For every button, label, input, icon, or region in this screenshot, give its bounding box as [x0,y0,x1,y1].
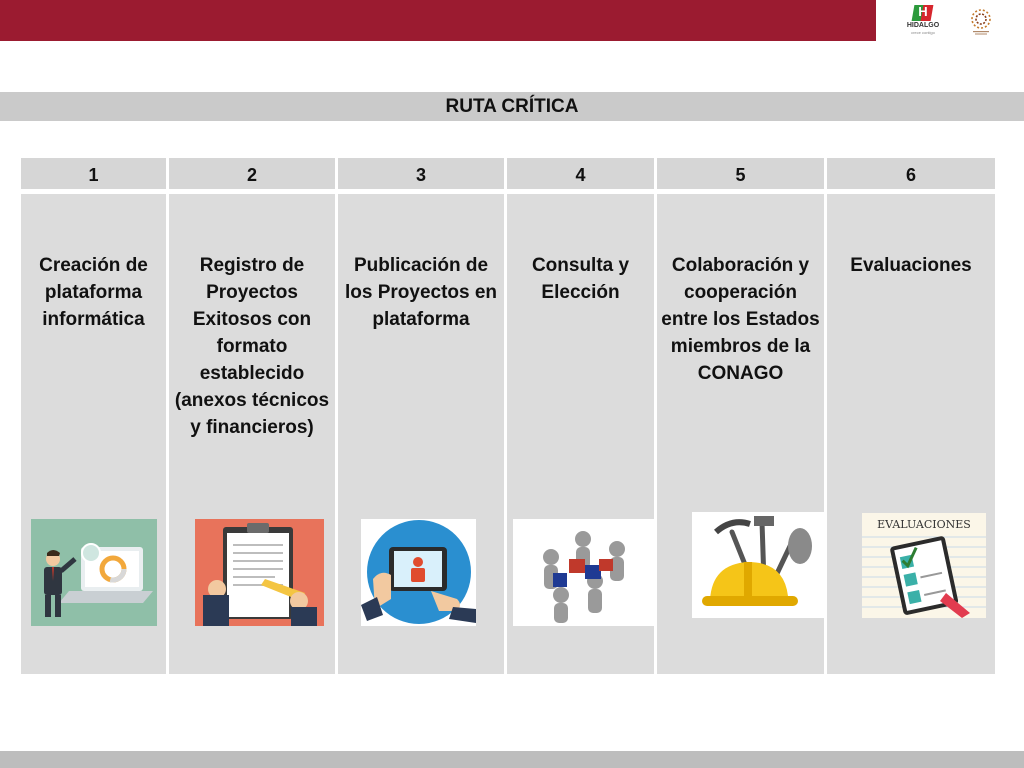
step-number-6: 6 [827,158,995,189]
page-title: RUTA CRÍTICA [0,92,1024,121]
step-text-3: Publicación de los Proyectos en plataforma [344,255,498,330]
bottom-bar [0,751,1024,768]
puzzle-team-icon [513,519,654,626]
evaluaciones-image-label: EVALUACIONES [877,518,971,531]
laptop-presentation-icon [31,519,157,626]
step-number-5: 5 [657,158,824,189]
step-text-1: Creación de plataforma informática [39,255,148,330]
step-text-2: Registro de Proyectos Exitosos con formato establecido (anexos técnicos y financieros) [174,255,330,438]
step-text-6: Evaluaciones [850,255,972,276]
step-number-2: 2 [169,158,335,189]
step-number-3: 3 [338,158,504,189]
evaluation-checklist-icon [862,513,986,618]
tablet-touch-icon [361,519,476,626]
step-text-5: Colaboración y cooperación entre los Estados miembros de la CONAGO [661,255,820,384]
hidalgo-logo-name: HIDALGO [906,22,940,29]
step-number-4: 4 [507,158,654,189]
hidalgo-logo-subtext: crece contigo [911,30,935,35]
step-text-4: Consulta y Elección [531,255,630,303]
hidalgo-logo: H HIDALGO crece contigo [906,4,940,35]
step-number-1: 1 [21,158,166,189]
logo-area [876,0,1024,41]
top-banner [0,0,876,41]
hardhat-tools-icon [692,512,824,618]
conago-logo-icon [966,6,996,36]
clipboard-form-icon [195,519,324,626]
